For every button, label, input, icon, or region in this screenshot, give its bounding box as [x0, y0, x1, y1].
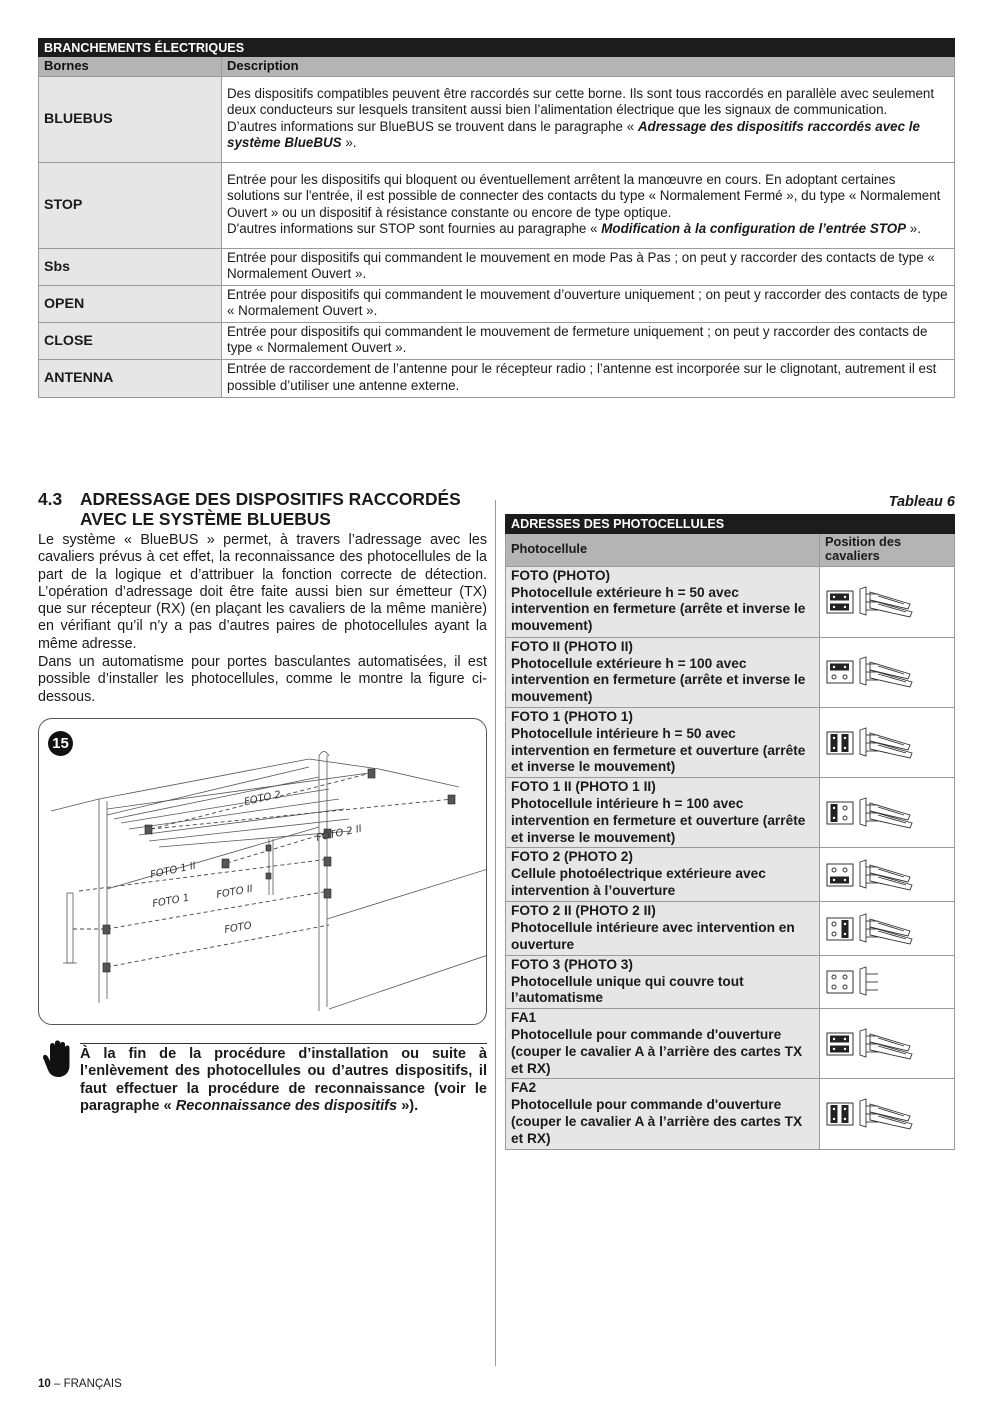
figure-15: [38, 718, 487, 1025]
label-foto2: FOTO 2: [243, 789, 282, 808]
photocell-function: Photocellule intérieure h = 50 avec intervention en fermeture et ouverture (arrête et inverse le mouvement): [511, 725, 806, 775]
jumper-position-icon: [820, 566, 955, 637]
hand-stop-icon: [38, 1040, 74, 1078]
label-foto1ii: FOTO 1 II: [149, 860, 197, 881]
garage-door-photocell-diagram: [39, 719, 487, 1025]
jumper-position-icon: [820, 778, 955, 848]
photocell-name: FOTO 2 II (PHOTO 2 II): [511, 903, 656, 919]
language-label: FRANÇAIS: [63, 1378, 122, 1390]
photocell-name: FOTO (PHOTO): [511, 567, 611, 583]
photocell-name: FOTO 2 (PHOTO 2): [511, 849, 633, 865]
warning-text: À la fin de la procédure d’installation ou suite à l’enlèvement des photocellules ou d’autres dispositifs, il faut effectuer la procédure de reconnaissance (voir le paragraphe « Reconnaissance des dispositifs »).: [80, 1046, 487, 1114]
jumper-position-icon: [820, 1079, 955, 1149]
terminal-description: Entrée pour dispositifs qui commandent le mouvement d’ouverture uniquement ; on peut y raccorder des contacts de type « Normalement Ouvert ».: [222, 285, 955, 322]
section-number: 4.3: [38, 489, 63, 509]
photocell-description: [506, 902, 820, 955]
photocell-function: Photocellule intérieure h = 100 avec intervention en fermeture et ouverture (arrête et inverse le mouvement): [511, 795, 806, 845]
photocell-function: Photocellule pour commande d'ouverture (couper le cavalier A à l’arrière des cartes TX et RX): [511, 1097, 803, 1146]
photocell-description: [506, 707, 820, 777]
jumper-position-icon: [820, 1009, 955, 1079]
table-row: [506, 637, 955, 707]
photocell-address-table: [505, 514, 955, 1150]
paragraph: Dans un automatisme pour portes basculantes automatisées, il est possible d’installer les photocellules, comme le montre la figure ci-dessous.: [38, 654, 487, 705]
photocell-name: FOTO II (PHOTO II): [511, 638, 633, 654]
table-row: [39, 359, 955, 397]
photocell-name: FOTO 3 (PHOTO 3): [511, 956, 633, 972]
connections-table: [38, 38, 955, 398]
photocell-function: Photocellule intérieure avec intervention en ouverture: [511, 920, 795, 952]
photocell-name: FA1: [511, 1010, 537, 1026]
table-caption: BRANCHEMENTS ÉLECTRIQUES: [39, 39, 955, 57]
terminal-description: Entrée pour dispositifs qui commandent le mouvement de fermeture uniquement ; on peut y raccorder des contacts de type « Normalement Ouvert ».: [222, 322, 955, 359]
table-row: [506, 955, 955, 1008]
terminal-name: BLUEBUS: [39, 76, 222, 162]
section-body: [38, 532, 487, 706]
terminal-name: CLOSE: [39, 322, 222, 359]
photocell-function: Cellule photoélectrique extérieure avec intervention à l’ouverture: [511, 866, 766, 898]
photocell-function: Photocellule pour commande d'ouverture (couper le cavalier A à l’arrière des cartes TX et RX): [511, 1026, 803, 1076]
photocell-description: [506, 637, 820, 707]
column-header-jumper-position: Position des cavaliers: [820, 533, 955, 566]
jumper-position-icon: [820, 955, 955, 1008]
jumper-position-icon: [820, 902, 955, 955]
photocell-description: [506, 1079, 820, 1149]
figure-number-badge: 15: [48, 731, 73, 756]
paragraph: Le système « BlueBUS » permet, à travers l’adressage avec les cavaliers prévus à cet effet, la reconnaissance des photocellules de la part de la logique et d’attribuer la fonction correcte de détection. L’opération d’adressage doit être faite aussi bien sur émetteur (TX) que sur récepteur (RX) (en plaçant les cavaliers de la même manière) en vérifiant qu’il n’y a pas d’autres paires de photocellules ayant la même adresse.: [38, 532, 487, 652]
table-row: [506, 778, 955, 848]
terminal-description: Entrée pour les dispositifs qui bloquent ou éventuellement arrêtent la manœuvre en cours. En adoptant certaines solutions sur l'entrée, il est possible de connecter des contacts du type « Normalement Fermé », du type « Normalement Ouvert » ou un dispositif à résistance constante ou encore de type optique. D'autres informations sur STOP sont fournies au paragraphe « Modification à la configuration de l’entrée STOP ».: [222, 162, 955, 248]
photocell-name: FOTO 1 II (PHOTO 1 II): [511, 779, 656, 795]
page-footer: 10 – FRANÇAIS: [38, 1378, 122, 1390]
table-row: [506, 566, 955, 637]
table-number: Tableau 6: [888, 494, 955, 510]
table-row: [39, 248, 955, 285]
table-row: [506, 1079, 955, 1149]
photocell-description: [506, 778, 820, 848]
label-foto1: FOTO 1: [151, 892, 191, 910]
terminal-name: Sbs: [39, 248, 222, 285]
terminal-description: Entrée de raccordement de l’antenne pour le récepteur radio ; l’antenne est incorporée sur le clignotant, autrement il est possible d’utiliser une antenne externe.: [222, 359, 955, 397]
photocell-description: [506, 848, 820, 902]
terminal-description: Entrée pour dispositifs qui commandent le mouvement en mode Pas à Pas ; on peut y raccorder des contacts de type « Normalement Ouvert ».: [222, 248, 955, 285]
page-number: 10: [38, 1378, 51, 1390]
label-foto: FOTO: [223, 920, 253, 936]
photocell-name: FOTO 1 (PHOTO 1): [511, 708, 633, 724]
table-row: [39, 322, 955, 359]
photocell-description: [506, 566, 820, 637]
table-row: [506, 848, 955, 902]
label-fotoii: FOTO II: [215, 883, 254, 901]
table-row: [506, 902, 955, 955]
column-header-description: Description: [222, 57, 955, 76]
terminal-name: ANTENNA: [39, 359, 222, 397]
table-row: [506, 707, 955, 777]
photocell-description: [506, 1009, 820, 1079]
table-row: [506, 1009, 955, 1079]
photocell-name: FA2: [511, 1080, 537, 1096]
label-foto2ii: FOTO 2 II: [315, 823, 363, 844]
table-row: [39, 162, 955, 248]
column-header-terminals: Bornes: [39, 57, 222, 76]
photocell-function: Photocellule extérieure h = 100 avec intervention en fermeture (arrête et inverse le mouvement): [511, 655, 806, 705]
jumper-position-icon: [820, 637, 955, 707]
terminal-name: STOP: [39, 162, 222, 248]
jumper-position-icon: [820, 848, 955, 902]
photocell-function: Photocellule unique qui couvre tout l’automatisme: [511, 973, 744, 1006]
terminal-name: OPEN: [39, 285, 222, 322]
photocell-description: [506, 955, 820, 1008]
jumper-position-icon: [820, 707, 955, 777]
column-divider: [495, 500, 496, 1366]
section-title: ADRESSAGE DES DISPOSITIFS RACCORDÉS AVEC LE SYSTÈME BLUEBUS: [80, 489, 461, 529]
table-caption: ADRESSES DES PHOTOCELLULES: [506, 515, 955, 534]
column-header-photocell: Photocellule: [506, 533, 820, 566]
warning-rule: [80, 1043, 487, 1044]
photocell-function: Photocellule extérieure h = 50 avec intervention en fermeture (arrête et inverse le mouvement): [511, 584, 806, 634]
table-row: [39, 285, 955, 322]
terminal-description: Des dispositifs compatibles peuvent être raccordés sur cette borne. Ils sont tous raccordés en parallèle avec seulement deux conducteurs sur lesquels transitent aussi bien l’alimentation électrique que les signaux de communication. D’autres informations sur BlueBUS se trouvent dans le paragraphe « Adressage des dispositifs raccordés avec le système BlueBUS ».: [222, 76, 955, 162]
table-row: [39, 76, 955, 162]
